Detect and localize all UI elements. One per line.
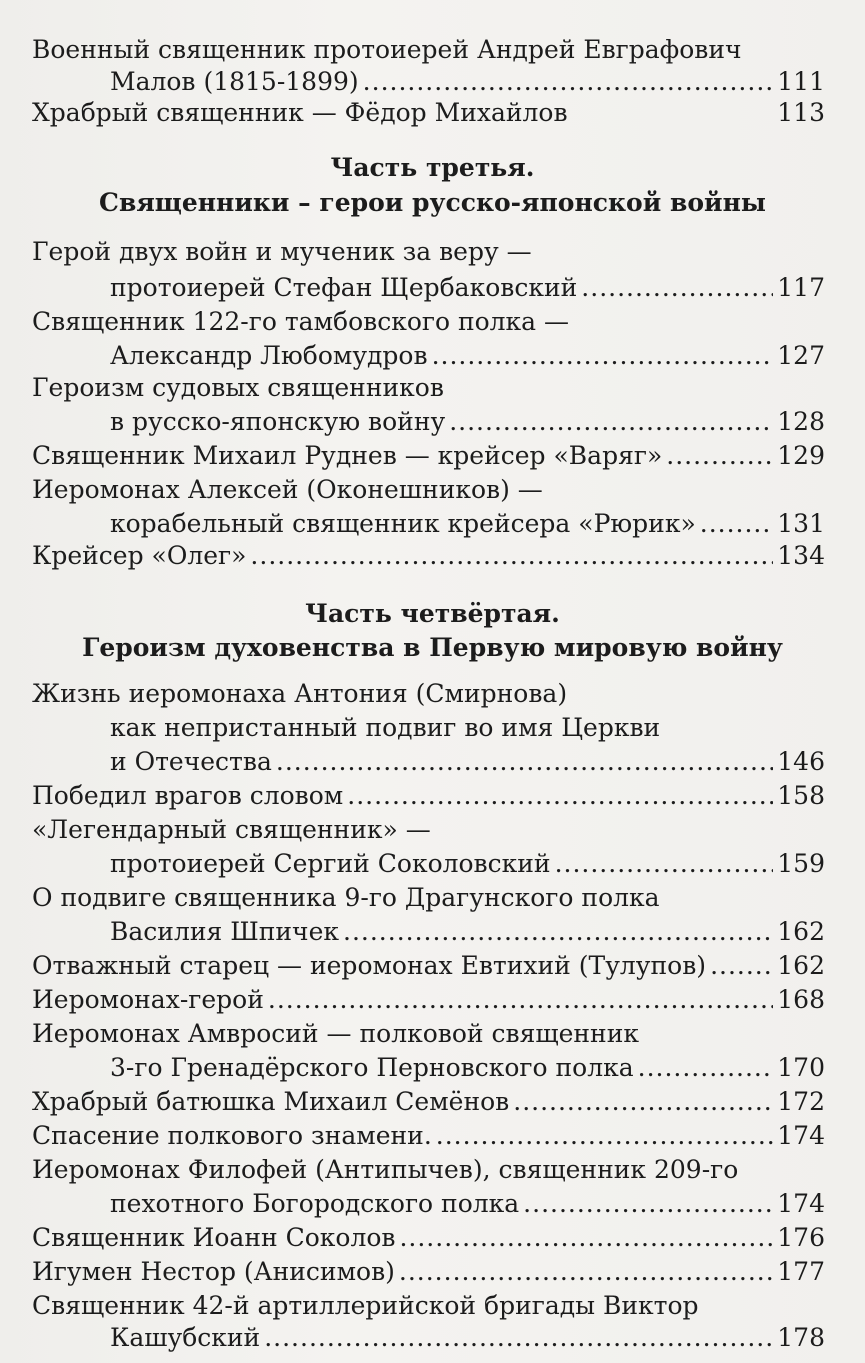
- part-subtitle: Героизм духовенства в Первую мировую войну: [82, 633, 783, 662]
- dot-leader: [700, 506, 774, 542]
- dot-leader: [347, 778, 773, 814]
- page-number: 162: [777, 951, 825, 980]
- toc-entry: [32, 1084, 825, 1120]
- page-number: 128: [777, 407, 825, 436]
- toc-entry: [110, 338, 825, 374]
- toc-entry-text: Священник 122-го тамбовского полка —: [32, 307, 570, 336]
- dot-leader: [432, 338, 774, 374]
- toc-entry-text: пехотного Богородского полка: [110, 1189, 520, 1218]
- toc-entry-text: корабельный священник крейсера «Рюрик»: [110, 509, 696, 538]
- toc-entry: [32, 538, 825, 574]
- toc-entry-text: Малов (1815-1899): [110, 67, 359, 96]
- toc-entry: [32, 1118, 825, 1154]
- dot-leader: [268, 982, 773, 1018]
- page-number: 146: [777, 747, 825, 776]
- dot-leader: [436, 1118, 774, 1154]
- toc-entry: [110, 1050, 825, 1086]
- toc-entry: [110, 270, 825, 306]
- dot-leader: [264, 1320, 773, 1356]
- toc-entry-text: Спасение полкового знамени.: [32, 1121, 432, 1150]
- page-number: 176: [777, 1223, 825, 1252]
- dot-leader: [513, 1084, 773, 1120]
- toc-entry-text: Священник Михаил Руднев — крейсер «Варяг»: [32, 441, 663, 470]
- dot-leader: [581, 270, 773, 306]
- toc-entry-text: Кашубский: [110, 1323, 261, 1352]
- dot-leader: [250, 538, 773, 574]
- page-number: 127: [777, 341, 825, 370]
- toc-entry: [110, 1320, 825, 1356]
- toc-entry: [110, 506, 825, 542]
- toc-entry-text: Иеромонах Алексей (Оконешников) —: [32, 475, 543, 504]
- toc-entry-text: протоиерей Сергий Соколовский: [110, 849, 551, 878]
- page-number: 131: [777, 509, 825, 538]
- page-number: 158: [777, 781, 825, 810]
- part-subtitle: Священники – герои русско-японской войны: [99, 188, 766, 217]
- toc-entry-text: Иеромонах-герой: [32, 985, 264, 1014]
- toc-entry: [110, 404, 825, 440]
- toc-entry-text: «Легендарный священник» —: [32, 815, 431, 844]
- page-number: 174: [777, 1121, 825, 1150]
- page-number: 113: [777, 98, 825, 127]
- toc-entry-text: Игумен Нестор (Анисимов): [32, 1257, 395, 1286]
- toc-entry-text: в русско-японскую войну: [110, 407, 446, 436]
- page-number: 117: [777, 273, 825, 302]
- toc-entry-text: О подвиге священника 9-го Драгунского полка: [32, 883, 660, 912]
- toc-entry-text: Александр Любомудров: [110, 341, 428, 370]
- part-title: Часть третья.: [330, 153, 535, 182]
- page-number: 178: [777, 1323, 825, 1352]
- dot-leader: [710, 948, 773, 984]
- toc-entry-text: Героизм судовых священников: [32, 373, 444, 402]
- page-number: 111: [777, 67, 825, 96]
- dot-leader: [638, 1050, 774, 1086]
- page-number: 177: [777, 1257, 825, 1286]
- toc-entry: [32, 1220, 825, 1256]
- toc-entry-text: Отважный старец — иеромонах Евтихий (Тулупов): [32, 951, 707, 980]
- page-number: 174: [777, 1189, 825, 1218]
- toc-entry-text: Василия Шпичек: [110, 917, 340, 946]
- toc-entry-text: Иеромонах Филофей (Антипычев), священник 209-го: [32, 1155, 739, 1184]
- page-number: 162: [777, 917, 825, 946]
- toc-entry-text: Военный священник протоиерей Андрей Евграфович: [32, 35, 742, 64]
- toc-entry-text: Иеромонах Амвросий — полковой священник: [32, 1019, 639, 1048]
- toc-entry: [110, 744, 825, 780]
- dot-leader: [449, 404, 773, 440]
- page-number: 172: [777, 1087, 825, 1116]
- page-number: 159: [777, 849, 825, 878]
- toc-entry: [32, 778, 825, 814]
- toc-entry-text: Победил врагов словом: [32, 781, 344, 810]
- toc-entry: [32, 948, 825, 984]
- toc-entry-text: Герой двух войн и мученик за веру —: [32, 237, 532, 266]
- page-number: 129: [777, 441, 825, 470]
- toc-entry: [32, 438, 825, 474]
- toc-entry: [32, 95, 825, 131]
- toc-entry-text: Священник Иоанн Соколов: [32, 1223, 396, 1252]
- toc-entry: [110, 1186, 825, 1222]
- dot-leader: [555, 846, 774, 882]
- toc-entry-text: Жизнь иеромонаха Антония (Смирнова): [32, 679, 568, 708]
- dot-leader: [523, 1186, 773, 1222]
- toc-entry-text: 3-го Гренадёрского Перновского полка: [110, 1053, 634, 1082]
- page-number: 168: [777, 985, 825, 1014]
- dot-leader: [276, 744, 773, 780]
- dot-leader: [343, 914, 773, 950]
- dot-leader: [399, 1220, 773, 1256]
- toc-entry: [32, 982, 825, 1018]
- toc-entry-text: Храбрый священник — Фёдор Михайлов: [32, 98, 568, 127]
- toc-entry-text: Храбрый батюшка Михаил Семёнов: [32, 1087, 510, 1116]
- dot-leader: [399, 1254, 773, 1290]
- toc-entry: [110, 914, 825, 950]
- toc-entry-text: и Отечества: [110, 747, 272, 776]
- toc-entry-text: протоиерей Стефан Щербаковский: [110, 273, 578, 302]
- toc-entry-text: Священник 42-й артиллерийской бригады Виктор: [32, 1291, 699, 1320]
- page-number: 170: [777, 1053, 825, 1082]
- part-title: Часть четвёртая.: [305, 599, 560, 628]
- toc-entry-text: как непристанный подвиг во имя Церкви: [110, 713, 661, 742]
- toc-entry-text: Крейсер «Олег»: [32, 541, 247, 570]
- toc-entry: [110, 846, 825, 882]
- page-number: 134: [777, 541, 825, 570]
- toc-entry: [32, 1254, 825, 1290]
- dot-leader: [666, 438, 773, 474]
